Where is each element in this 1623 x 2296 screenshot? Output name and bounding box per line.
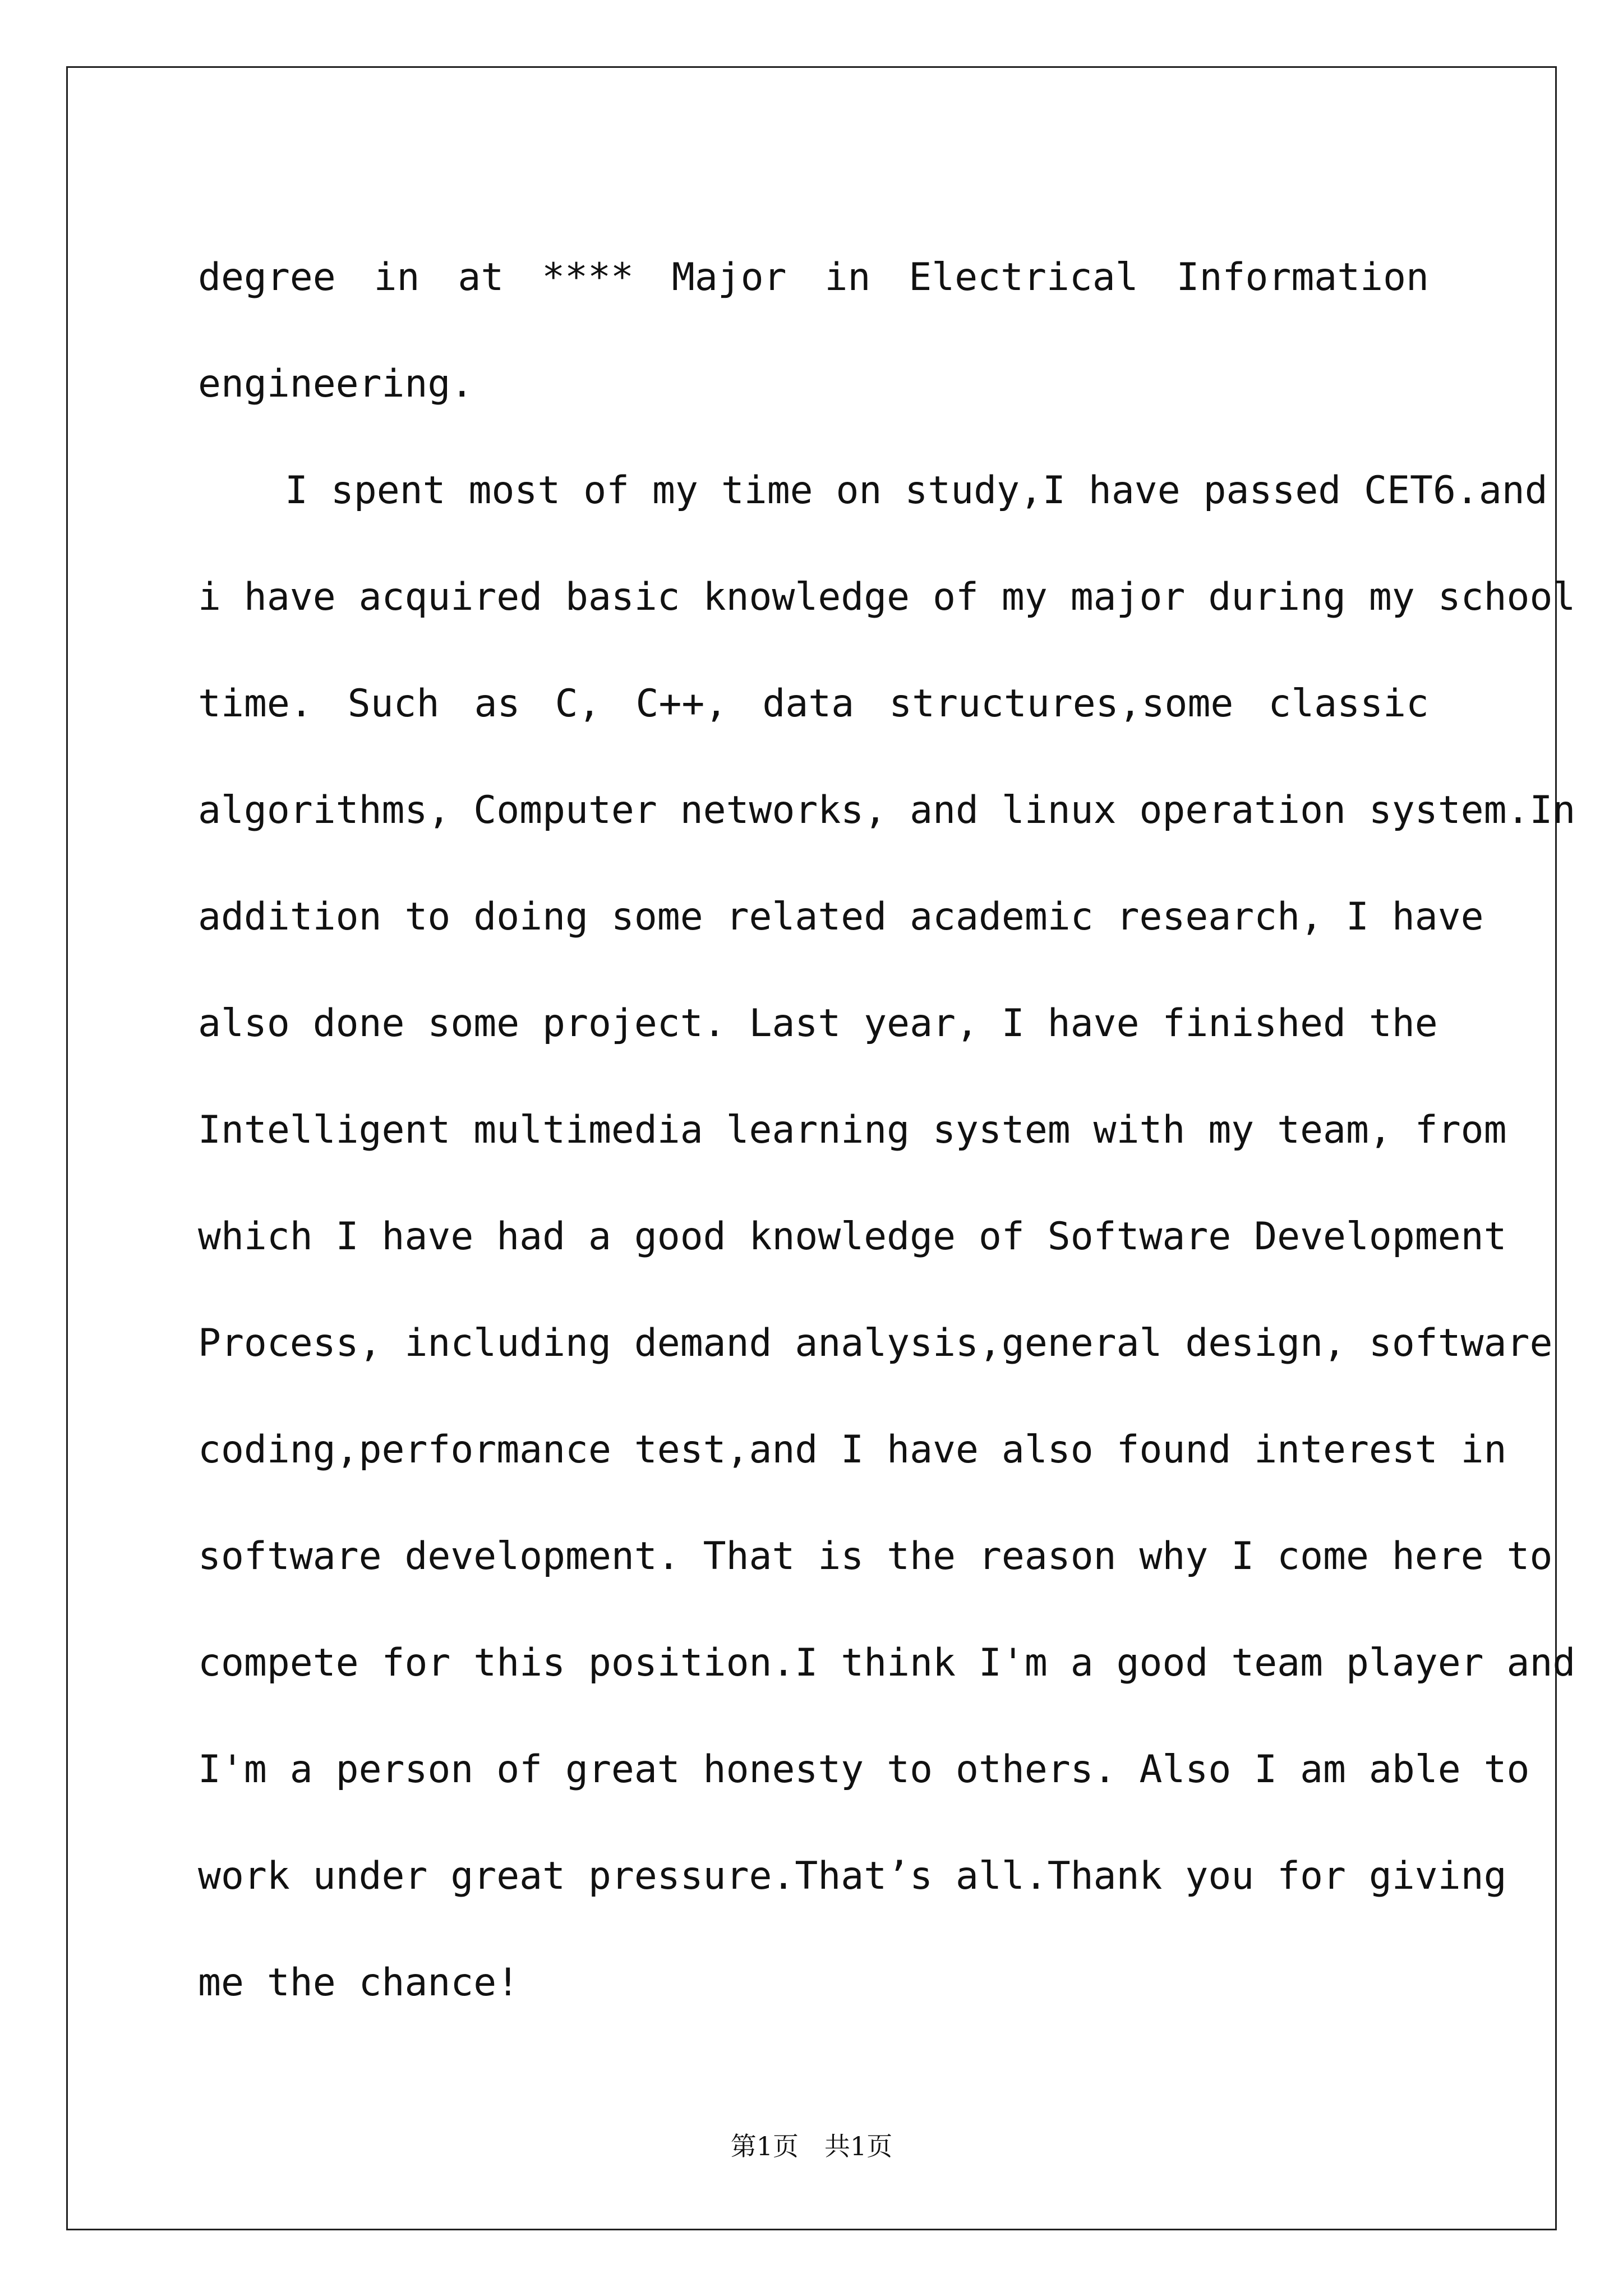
body-line-13: software development. That is the reason why I come here to [198, 1534, 1553, 1579]
body-line-16: work under great pressure.That’s all.Thank you for giving [198, 1854, 1507, 1898]
body-line-9: Intelligent multimedia learning system with my team, from [198, 1108, 1507, 1152]
body-line-3: I spent most of my time on study,I have passed CET6.and [285, 468, 1548, 513]
document-body [198, 224, 1576, 2036]
body-line-2: engineering. [198, 362, 474, 406]
body-line-6: algorithms, Computer networks, and linux operation system.In [198, 788, 1576, 832]
body-line-7: addition to doing some related academic research, I have [198, 895, 1484, 939]
body-line-15: I'm a person of great honesty to others. Also I am able to [198, 1747, 1530, 1792]
body-line-12: coding,performance test,and I have also found interest in [198, 1428, 1507, 1472]
body-line-8: also done some project. Last year, I have finished the [198, 1001, 1438, 1046]
body-line-4: i have acquired basic knowledge of my major during my school [198, 575, 1576, 619]
body-line-11: Process, including demand analysis,general design, software [198, 1321, 1553, 1365]
page-number-footer: 第1页 共1页 [730, 2131, 893, 2161]
body-line-5: time. Such as C, C++, data structures,some classic [198, 682, 1429, 726]
body-line-14: compete for this position.I think I'm a good team player and [198, 1641, 1576, 1685]
body-line-1: degree in at **** Major in Electrical Information [198, 255, 1429, 300]
body-line-17: me the chance! [198, 1961, 520, 2005]
body-line-10: which I have had a good knowledge of Software Development [198, 1214, 1507, 1259]
